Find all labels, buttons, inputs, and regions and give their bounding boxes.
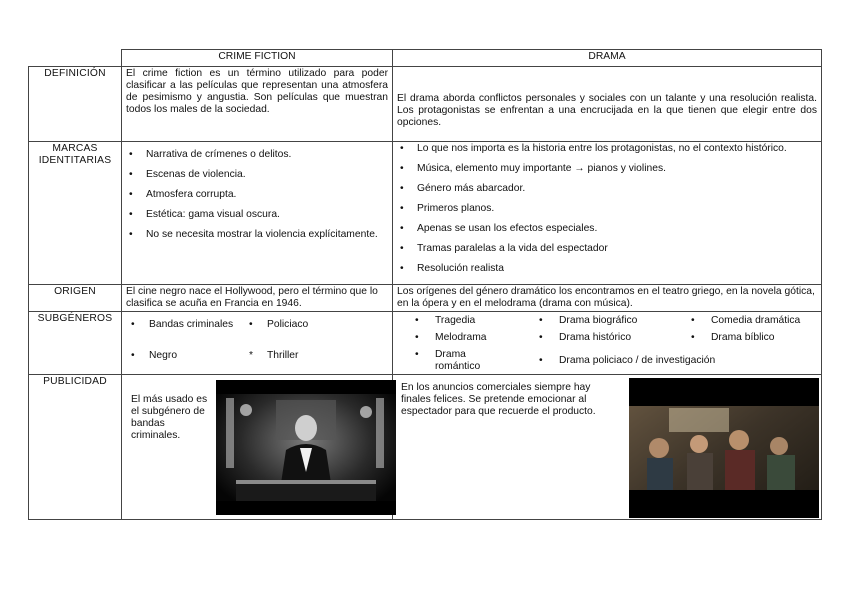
list-item: • No se necesita mostrar la violencia explícitamente. (146, 229, 388, 241)
drama-publicidad-text: En los anuncios comerciales siempre hay finales felices. Se pretende emocionar al espectador para que recuerde el producto. (401, 382, 596, 417)
drama-commercial-still-image (629, 378, 819, 518)
drama-marcas-list (397, 143, 817, 275)
crime-subgeneros-list (126, 313, 388, 364)
list-item: • Música, elemento muy importante → pianos y violines. (417, 163, 817, 175)
list-item: • Melodrama (415, 332, 539, 344)
crime-subgeneros (122, 312, 393, 375)
list-item: • Género más abarcador. (417, 183, 817, 195)
crime-marcas (122, 142, 393, 285)
list-item: • Policiaco (247, 319, 365, 331)
drama-marcas (393, 142, 822, 285)
list-item: • Atmosfera corrupta. (146, 189, 388, 201)
row-subgeneros (29, 312, 822, 375)
row-origen (29, 285, 822, 312)
list-item: • Tramas paralelas a la vida del espectador (417, 243, 817, 255)
list-item: • Resolución realista (417, 263, 817, 275)
row-marcas (29, 142, 822, 285)
list-item: • Comedia dramática (691, 315, 811, 327)
comparison-table (28, 49, 822, 520)
list-item: • Escenas de violencia. (146, 169, 388, 181)
list-item: • Negro (129, 350, 247, 362)
row-label-definicion: DEFINICIÓN (29, 67, 122, 142)
list-item: • Drama histórico (539, 332, 691, 344)
row-definicion (29, 67, 822, 142)
list-item: • Drama bíblico (691, 332, 811, 344)
drama-publicidad (393, 375, 822, 520)
row-label-marcas: MARCAS IDENTITARIAS (29, 142, 122, 285)
row-label-subgeneros: SUBGÉNEROS (29, 312, 122, 375)
corner-cell (29, 50, 122, 67)
list-item: • Lo que nos importa es la historia entre los protagonistas, no el contexto histórico. (417, 143, 817, 155)
crime-definicion: El crime fiction es un término utilizado para poder clasificar a las películas que representan una atmosfera de pesimismo y angustia. Son películas que muestran todos los males de la sociedad. (122, 67, 393, 142)
row-label-publicidad: PUBLICIDAD (29, 375, 122, 520)
list-item: • Bandas criminales (129, 319, 247, 331)
crime-publicidad (122, 375, 393, 520)
list-item: • Drama policiaco / de investigación (539, 355, 811, 367)
drama-definicion: El drama aborda conflictos personales y sociales con un talante y una resolución realista. Los protagonistas se enfrentan a una encrucijada en la que tienen que elegir entre dos opciones. (393, 67, 822, 142)
crime-marcas-list (126, 149, 388, 241)
column-header-drama: DRAMA (393, 50, 822, 67)
crime-publicidad-text: El más usado es el subgénero de bandas criminales. (131, 394, 208, 441)
row-label-origen: ORIGEN (29, 285, 122, 312)
list-item: • Tragedia (415, 315, 539, 327)
drama-subgeneros-list (397, 313, 817, 373)
header-row (29, 50, 822, 67)
row-publicidad (29, 375, 822, 520)
crime-film-still-image (216, 380, 396, 515)
column-header-crime: CRIME FICTION (122, 50, 393, 67)
list-item: • Estética: gama visual oscura. (146, 209, 388, 221)
list-item: • Narrativa de crímenes o delitos. (146, 149, 388, 161)
crime-origen: El cine negro nace el Hollywood, pero el término que lo clasifica se acuña en Francia en 1946. (122, 285, 393, 312)
drama-origen: Los orígenes del género dramático los encontramos en el teatro griego, en la novela gótica, en la ópera y en el melodrama (drama con música). (393, 285, 822, 312)
list-item: * Thriller (247, 350, 365, 362)
drama-subgeneros (393, 312, 822, 375)
list-item: • Drama biográfico (539, 315, 691, 327)
list-item: • Drama romántico (415, 349, 495, 373)
list-item: • Primeros planos. (417, 203, 817, 215)
list-item: • Apenas se usan los efectos especiales. (417, 223, 817, 235)
